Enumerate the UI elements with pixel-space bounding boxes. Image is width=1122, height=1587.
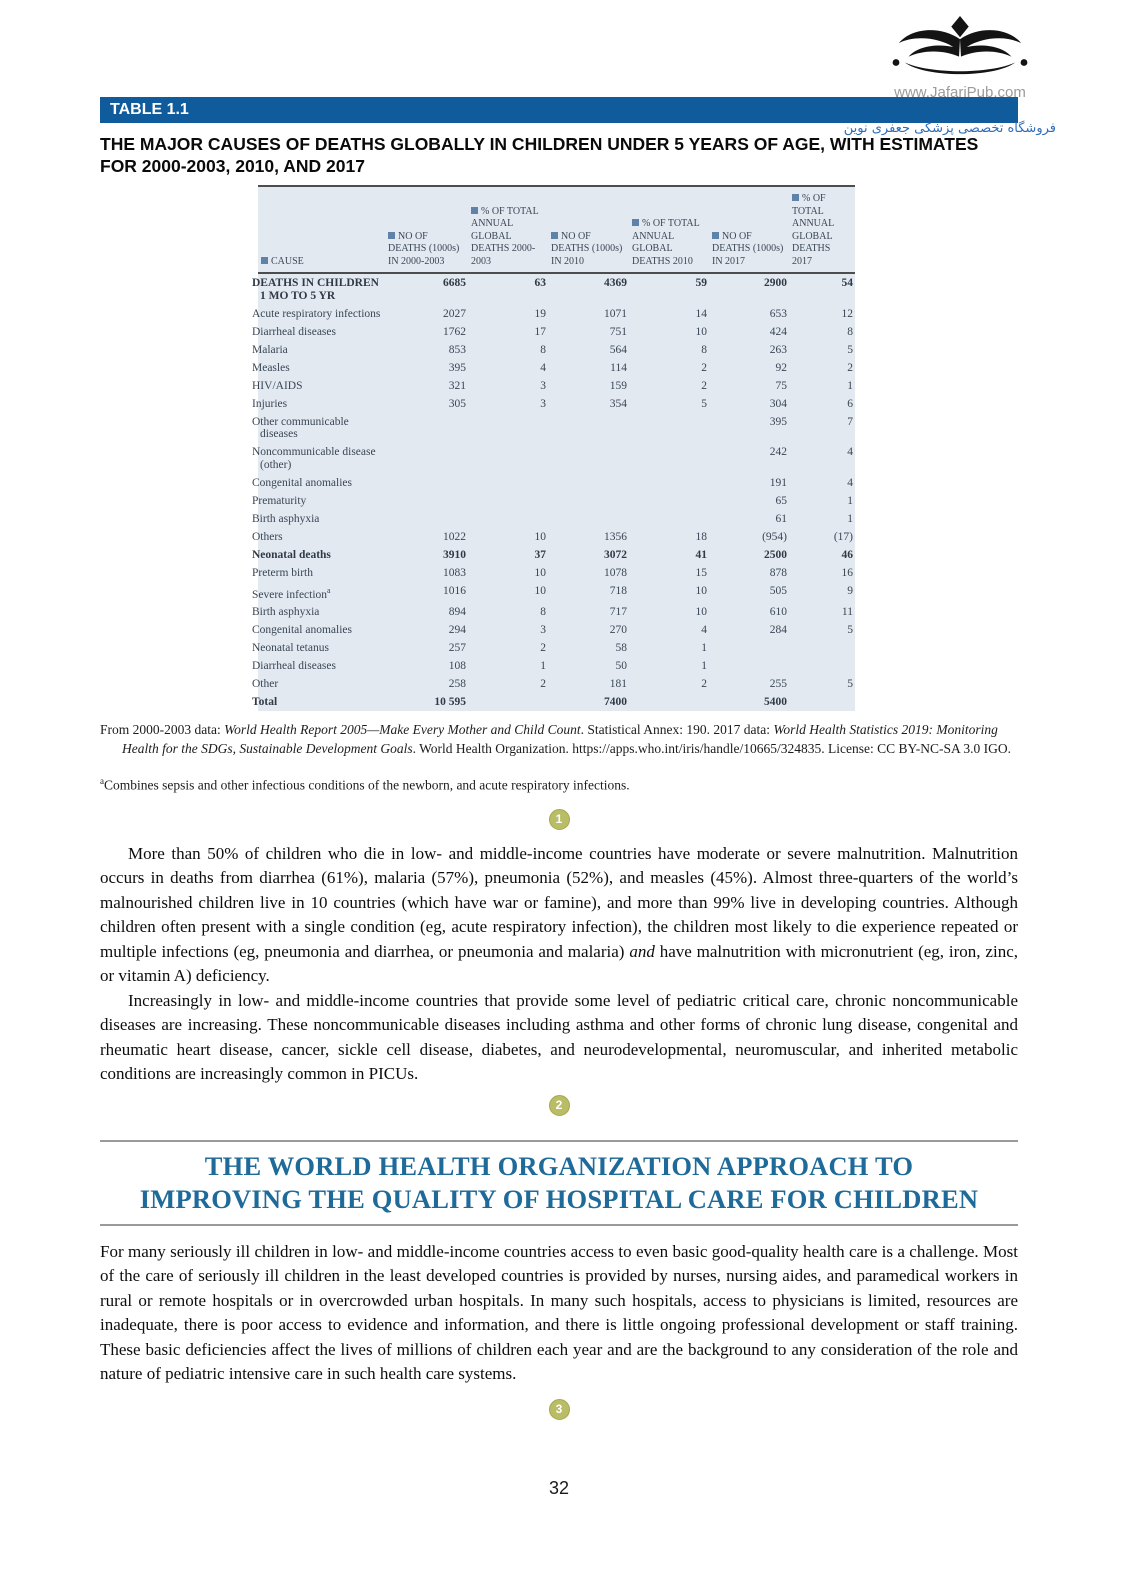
calligraphy-logo-icon — [885, 14, 1035, 78]
value-cell: 263 — [769, 343, 787, 356]
value-cell: 1078 — [604, 566, 627, 579]
value-cell — [789, 693, 855, 711]
value-cell — [385, 413, 468, 444]
column-header-label: NO OF DEATHS (1000s) IN 2000-2003 — [388, 230, 460, 267]
column-header-label: CAUSE — [271, 255, 304, 267]
value-cell — [468, 443, 548, 474]
text-run: and — [629, 941, 655, 961]
column-header-label: % OF TOTAL ANNUAL GLOBAL DEATHS 2017 — [792, 193, 834, 267]
page-content — [100, 0, 1018, 1499]
value-cell: 7 — [847, 415, 853, 428]
value-cell: 4 — [540, 361, 546, 374]
value-cell: 2 — [701, 379, 707, 392]
paragraph-noncommunicable: Increasingly in low- and middle-income countries that provide some level of pediatric critical care, chronic noncommunicable diseases are increasing. These noncommunicable diseases including asthma and other forms of chronic lung disease, congenital and rheumatic heart disease, cancer, sickle cell disease, diabetes, and neurodevelopmental, neuromuscular, and inherited metabolic conditions are increasingly common in PICUs. — [100, 990, 1018, 1084]
cause-cell: Measles — [252, 361, 290, 374]
table-source-note — [100, 721, 1018, 758]
cause-cell: Other communicable diseases — [252, 415, 349, 440]
table-footnote-a — [100, 772, 1018, 795]
value-cell: 564 — [609, 343, 627, 356]
column-header — [629, 187, 709, 273]
value-cell: 181 — [609, 678, 627, 691]
column-header-label: % OF TOTAL ANNUAL GLOBAL DEATHS 2010 — [632, 218, 700, 267]
value-cell: 5 — [847, 343, 853, 356]
value-cell: 92 — [775, 361, 787, 374]
table-row — [258, 395, 855, 413]
table-row — [258, 474, 855, 492]
paragraph-malnutrition — [100, 842, 1018, 989]
table-row — [258, 273, 855, 305]
column-header — [385, 187, 468, 273]
column-bullet-icon — [632, 219, 639, 226]
value-cell — [385, 474, 468, 492]
value-cell: 354 — [609, 397, 627, 410]
cause-cell: Birth asphyxia — [252, 606, 320, 619]
value-cell: 10 — [534, 566, 546, 579]
value-cell: 9 — [847, 584, 853, 597]
value-cell: 12 — [841, 307, 853, 320]
value-cell: 2 — [701, 361, 707, 374]
table-row — [258, 359, 855, 377]
value-cell: 41 — [695, 548, 707, 561]
cause-cell: Birth asphyxia — [252, 512, 320, 525]
value-cell: 7400 — [604, 696, 627, 709]
section-heading-line1: THE WORLD HEALTH ORGANIZATION APPROACH TO — [204, 1150, 914, 1181]
value-cell: 2 — [540, 642, 546, 655]
value-cell: 258 — [448, 678, 466, 691]
table-row — [258, 492, 855, 510]
value-cell: 10 — [534, 530, 546, 543]
value-cell: 2900 — [764, 277, 787, 289]
value-cell — [468, 492, 548, 510]
publisher-tagline: فروشگاه تخصصی پزشکی جعفری نوین — [843, 121, 1056, 136]
table-title: THE MAJOR CAUSES OF DEATHS GLOBALLY IN CHILDREN UNDER 5 YEARS OF AGE, WITH ESTIMATES FOR 2000-2003, 2010, AND 2017 — [100, 134, 979, 176]
table-row — [258, 305, 855, 323]
column-bullet-icon — [471, 207, 478, 214]
value-cell: 8 — [540, 343, 546, 356]
value-cell: 58 — [615, 642, 627, 655]
table-row — [258, 443, 855, 474]
value-cell: 718 — [609, 584, 627, 597]
table-body — [252, 273, 855, 711]
table-row — [258, 323, 855, 341]
table-row — [258, 582, 855, 604]
value-cell: 1762 — [443, 325, 466, 338]
value-cell — [548, 474, 629, 492]
value-cell: 8 — [540, 606, 546, 619]
value-cell: 610 — [769, 606, 787, 619]
table-row — [258, 675, 855, 693]
cause-cell: Severe infection$^a$ — [252, 585, 331, 601]
value-cell — [385, 443, 468, 474]
value-cell — [385, 510, 468, 528]
value-cell: 1083 — [443, 566, 466, 579]
cause-cell: Prematurity — [252, 494, 307, 507]
value-cell: 294 — [448, 624, 466, 637]
value-cell: 2 — [540, 678, 546, 691]
column-header — [789, 187, 855, 273]
value-cell: 5 — [847, 624, 853, 637]
value-cell: 1 — [847, 494, 853, 507]
value-cell: 894 — [448, 606, 466, 619]
value-cell: 395 — [448, 361, 466, 374]
page-number: 32 — [548, 1477, 570, 1498]
text-run: World Health Report 2005—Make Every Mother and Child Count — [224, 722, 581, 738]
value-cell: 878 — [769, 566, 787, 579]
cause-cell: Injuries — [252, 397, 288, 410]
value-cell: 159 — [609, 379, 627, 392]
column-bullet-icon — [261, 257, 268, 264]
annotation-marker-1: 1 — [549, 809, 570, 830]
value-cell: 3072 — [604, 548, 627, 561]
value-cell: 4 — [701, 624, 707, 637]
deaths-table — [252, 187, 855, 711]
value-cell: 1022 — [443, 530, 466, 543]
section-rule-top — [100, 1140, 1018, 1142]
value-cell — [789, 657, 855, 675]
text-run: World Health Statistics 2019: Monitoring Health for the SDGs, Sustainable Development Goals — [122, 722, 998, 756]
cause-cell: Congenital anomalies — [252, 624, 352, 637]
column-header — [258, 187, 385, 273]
cause-cell: Noncommunicable disease (other) — [252, 446, 376, 471]
table-label: TABLE 1.1 — [110, 101, 189, 118]
value-cell: 2 — [701, 678, 707, 691]
column-header — [709, 187, 789, 273]
value-cell — [548, 492, 629, 510]
value-cell — [629, 510, 709, 528]
cause-cell: HIV/AIDS — [252, 379, 303, 392]
section-heading — [100, 1150, 1018, 1216]
table-row — [258, 639, 855, 657]
value-cell: 4369 — [604, 277, 627, 289]
value-cell: 2500 — [764, 548, 787, 561]
cause-cell: Others — [252, 530, 283, 543]
value-cell: 257 — [448, 642, 466, 655]
value-cell: 14 — [695, 307, 707, 320]
value-cell: 1356 — [604, 530, 627, 543]
value-cell: 54 — [841, 277, 853, 289]
value-cell: 2027 — [443, 307, 466, 320]
annotation-marker-2: 2 — [549, 1095, 570, 1116]
cause-cell: Neonatal deaths — [252, 548, 331, 561]
cause-cell: Diarrheal diseases — [252, 660, 336, 673]
value-cell: 5 — [847, 678, 853, 691]
column-bullet-icon — [388, 232, 395, 239]
value-cell: 5400 — [764, 696, 787, 709]
table-row — [258, 603, 855, 621]
value-cell — [629, 492, 709, 510]
section-heading-line2: IMPROVING THE QUALITY OF HOSPITAL CARE FOR CHILDREN — [139, 1183, 979, 1214]
value-cell: 11 — [841, 606, 853, 619]
value-cell: 19 — [534, 307, 546, 320]
cause-cell: Malaria — [252, 343, 288, 356]
value-cell: 2 — [847, 361, 853, 374]
column-bullet-icon — [792, 194, 799, 201]
table-header-row — [258, 187, 855, 273]
text-run: . World Health Organization. https://apps.who.int/iris/handle/10665/324835. License: CC BY-NC-SA 3.0 IGO. — [412, 740, 1011, 756]
text-run: More than 50% of children who die in low- and middle-income countries have moderate or severe malnutrition. Malnutrition occurs in deaths from diarrhea (61%), malaria (57%), pneumonia (52%), and measles (45%). Almost three-quarters of the world’s malnourished children live in 10 countries (which have war or famine), and more than 99% live in developing countries. Although children often present with a single condition (eg, acute respiratory infection), the children most likely to die experience repeated or multiple infections (eg, pneumonia and diarrhea, or pneumonia and malaria) — [100, 843, 1018, 961]
value-cell: 304 — [769, 397, 787, 410]
value-cell — [629, 693, 709, 711]
value-cell: 63 — [534, 277, 546, 289]
value-cell: 37 — [534, 548, 546, 561]
value-cell: 10 595 — [434, 696, 466, 709]
value-cell — [629, 474, 709, 492]
value-cell: 3910 — [443, 548, 466, 561]
table-row — [258, 693, 855, 711]
table-row — [258, 377, 855, 395]
column-bullet-icon — [712, 232, 719, 239]
value-cell: 1 — [847, 379, 853, 392]
value-cell — [468, 474, 548, 492]
value-cell — [629, 413, 709, 444]
text-run: From 2000-2003 data: — [100, 722, 225, 738]
value-cell: 191 — [769, 476, 787, 489]
value-cell: 61 — [775, 512, 787, 525]
value-cell — [548, 413, 629, 444]
cause-cell: Neonatal tetanus — [252, 642, 329, 655]
value-cell — [709, 639, 789, 657]
publisher-url: www.JafariPub.com — [894, 84, 1026, 101]
column-header-label: NO OF DEATHS (1000s) IN 2017 — [712, 230, 784, 267]
cause-cell: Acute respiratory infections — [252, 307, 381, 320]
value-cell — [468, 413, 548, 444]
column-header-label: % OF TOTAL ANNUAL GLOBAL DEATHS 2000-2003 — [471, 205, 539, 267]
text-run: . Statistical Annex: 190. 2017 data: — [580, 722, 774, 738]
value-cell: 1 — [847, 512, 853, 525]
value-cell: 4 — [847, 476, 853, 489]
value-cell — [548, 510, 629, 528]
value-cell: 1071 — [604, 307, 627, 320]
value-cell — [709, 657, 789, 675]
value-cell: 46 — [841, 548, 853, 561]
table-row — [258, 546, 855, 564]
table-row — [258, 413, 855, 444]
value-cell: 505 — [769, 584, 787, 597]
text-run: Combines sepsis and other infectious conditions of the newborn, and acute respiratory infections. — [104, 777, 630, 793]
value-cell: (954) — [762, 530, 787, 543]
value-cell: 424 — [769, 325, 787, 338]
value-cell: 1 — [701, 642, 707, 655]
value-cell: 3 — [540, 624, 546, 637]
value-cell — [548, 443, 629, 474]
table-row — [258, 528, 855, 546]
annotation-marker-3: 3 — [549, 1399, 570, 1420]
value-cell — [468, 510, 548, 528]
value-cell: 255 — [769, 678, 787, 691]
value-cell: 10 — [695, 584, 707, 597]
value-cell: 59 — [695, 277, 707, 289]
value-cell: 16 — [841, 566, 853, 579]
value-cell: 15 — [695, 566, 707, 579]
value-cell: 717 — [609, 606, 627, 619]
column-header — [468, 187, 548, 273]
column-bullet-icon — [551, 232, 558, 239]
table-row — [258, 510, 855, 528]
paragraph-who-access: For many seriously ill children in low- and middle-income countries access to even basic good-quality health care is a challenge. Most of the care of seriously ill children in the least developed countries is provided by nurses, nursing aides, and paramedical workers in rural or remote hospitals or in overcrowded urban hospitals. In many such hospitals, access to physicians is limited, resources are inadequate, there is poor access to evidence and information, and there is little ongoing professional development or staff training. These basic deficiencies affect the lives of millions of children each year and are the background to any consideration of the role and nature of pediatric intensive care in such health care systems. — [100, 1241, 1018, 1384]
value-cell: 751 — [609, 325, 627, 338]
value-cell: 242 — [769, 446, 787, 458]
value-cell: 6 — [847, 397, 853, 410]
value-cell — [468, 693, 548, 711]
table-row — [258, 621, 855, 639]
value-cell: 50 — [615, 660, 627, 673]
value-cell: 1 — [701, 660, 707, 673]
value-cell: 653 — [769, 307, 787, 320]
value-cell: 114 — [610, 361, 627, 374]
value-cell: 321 — [448, 379, 466, 392]
value-cell: 8 — [847, 325, 853, 338]
value-cell: 284 — [769, 624, 787, 637]
value-cell: 18 — [695, 530, 707, 543]
cause-cell: Other — [252, 678, 279, 691]
value-cell: 270 — [609, 624, 627, 637]
value-cell: 3 — [540, 379, 546, 392]
value-cell: 305 — [448, 397, 466, 410]
value-cell: 75 — [775, 379, 787, 392]
value-cell: 6685 — [443, 277, 466, 289]
value-cell: 8 — [701, 343, 707, 356]
cause-cell: Preterm birth — [252, 566, 313, 579]
value-cell: (17) — [833, 530, 853, 543]
column-header-label: NO OF DEATHS (1000s) IN 2010 — [551, 230, 623, 267]
value-cell: 4 — [847, 446, 853, 458]
section-rule-bottom — [100, 1224, 1018, 1226]
value-cell: 10 — [695, 325, 707, 338]
value-cell: 853 — [448, 343, 466, 356]
value-cell: 1016 — [443, 584, 466, 597]
publisher-branding — [854, 14, 1066, 101]
value-cell: 65 — [775, 494, 787, 507]
value-cell: 3 — [540, 397, 546, 410]
value-cell: 5 — [701, 397, 707, 410]
value-cell: 395 — [769, 415, 787, 428]
value-cell: 1 — [540, 660, 546, 673]
table-row — [258, 657, 855, 675]
value-cell — [385, 492, 468, 510]
cause-cell: Total — [252, 696, 278, 709]
table-row — [258, 564, 855, 582]
value-cell — [789, 639, 855, 657]
cause-cell: Congenital anomalies — [252, 476, 352, 489]
value-cell: 10 — [534, 584, 546, 597]
value-cell — [629, 443, 709, 474]
text-run: a — [100, 775, 104, 786]
column-header — [548, 187, 629, 273]
deaths-table-container — [252, 185, 855, 711]
text-run: have malnutrition with micronutrient (eg, iron, zinc, or vitamin A) deficiency. — [100, 941, 1018, 986]
value-cell: 17 — [534, 325, 546, 338]
value-cell: 10 — [695, 606, 707, 619]
table-row — [258, 341, 855, 359]
cause-cell: Diarrheal diseases — [252, 325, 336, 338]
cause-cell: DEATHS IN CHILDREN 1 MO TO 5 YR — [252, 277, 379, 302]
value-cell: 108 — [448, 660, 466, 673]
